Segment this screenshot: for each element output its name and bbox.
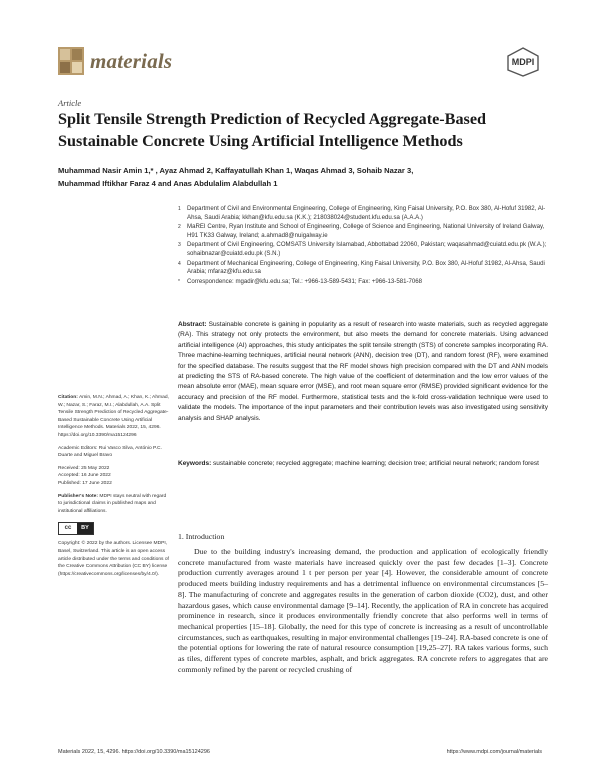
affiliation-number: 2 [178, 224, 181, 231]
affiliation-item [178, 241, 548, 258]
authors-line-1: Muhammad Nasir Amin 1,* , Ayaz Ahmad 2, Kaffayatullah Khan 1, Waqas Ahmad 3, Sohaib Nazar 3, [58, 166, 414, 175]
citation [58, 394, 170, 440]
journal-logo [58, 47, 172, 75]
affiliation-number: * [178, 278, 180, 285]
dates [58, 465, 170, 488]
cc-icon: cc [59, 523, 77, 534]
accepted-date: Accepted: 16 June 2022 [58, 473, 111, 479]
abstract-text: Sustainable concrete is gaining in popularity as a result of research into waste materials, such as recycled aggregate (RA). This strategy not only protects the environment, but also meets the demand for concrete materials. Using advanced artificial intelligence (AI) approaches, this study anticipates the split tensile strength (STS) of concrete samples incorporating RA. Three machine-learning techniques, artificial neural network (ANN), decision tree (DT), and random forest (RF), were examined for the specified database. The results suggest that the RF model shows high precision compared with the DT and ANN models at predicting the STS of RA-based concrete. The high value of the coefficient of determination and the low error values of the mean absolute error (MAE), mean square error (MSE), and root mean square error (RMSE) provided significant evidence for the accuracy and precision of the RF model. Furthermore, statistical tests and the k-fold cross-validation technique were used to validate the models. The importance of the input parameters and their contribution levels was also investigated using sensitivity analysis and SHAP analysis. [178, 321, 549, 422]
citation-label: Citation: [58, 395, 78, 400]
author-list [58, 165, 548, 190]
correspondence-item [178, 278, 548, 287]
affiliation-number: 1 [178, 206, 181, 212]
copyright: Copyright: © 2022 by the authors. Licensee MDPI, Basel, Switzerland. This article is an open access article distributed under the terms and conditions of the Creative Commons Attribution (CC BY) license (https://creativecommons.org/licenses/by/4.0/). [58, 541, 169, 577]
affiliation-item [178, 205, 548, 222]
abstract [178, 320, 548, 424]
article-title: Split Tensile Strength Prediction of Recycled Aggregate-Based Sustainable Concrete Using Artificial Intelligence Methods [58, 110, 487, 150]
editors-label: Academic Editors: [58, 445, 98, 451]
publisher-note-text: MDPI stays neutral with regard to jurisdictional claims in published maps and institutional affiliations. [58, 493, 167, 514]
sidebar [58, 394, 170, 583]
academic-editors [58, 445, 170, 460]
publisher-logo [506, 47, 540, 67]
affiliation-text: MaREI Centre, Ryan Institute and School of Engineering, College of Science and Engineering, National University of Ireland Galway, H91 TK33 Galway, Ireland; a.ahmad8@nuigalway.ie [187, 223, 545, 239]
affiliation-text: Department of Civil Engineering, COMSATS University Islamabad, Abbottabad 22060, Pakistan; waqasahmad@cuiatd.edu.pk (W.A.); sohaibnazar@cuiatd.edu.pk (S.N.) [187, 241, 547, 257]
affiliation-text: Department of Civil and Environmental Engineering, College of Engineering, King Faisal University, P.O. Box 380, Al-Hofuf 31982, Al-Ahsa, Saudi Arabia; kkhan@kfu.edu.sa (K.K.); 218038024@student.kfu.edu.sa (A.A.A.) [187, 205, 546, 221]
correspondence-text: Correspondence: mgadir@kfu.edu.sa; Tel.: +966-13-589-5431; Fax: +966-13-581-7068 [187, 277, 423, 285]
introduction-text: Due to the building industry's increasing demand, the production and application of ecologically friendly concrete manufactured from waste materials have increased quickly over the past few decades [1–3]. Concrete production currently averages around 1 t per person per year [4]. However, the considerable amount of concrete produced meets building industry requirements and has a detrimental influence on environmental circumstances [5–8]. The manufacturing of concrete and aggregates results in the generation of carbon dioxide (CO2), dust, and other hazardous gases, which cause environmental damage [9–14]. Recently, the application of RA in concrete has acquired prominence in research, since it produces environmentally friendly concrete that also performs well in terms of mechanical properties [15–18]. Globally, the need for this type of concrete is increasing as a result of uncontrollable circumstances, such as earthquakes, resulting in major environmental challenges [19–24]. RA-based concrete is one of the potential options for lowering the rate of natural resource consumption [19,25–27]. RA takes various forms, such as tiles, different types of concrete marbles, asphalt, and brick aggregates. RA concrete refers to aggregates that are commonly refined by the parent or recycled crushing of [178, 547, 549, 674]
published-date: Published: 17 June 2022 [58, 480, 112, 486]
affiliations [178, 205, 548, 286]
section-heading: 1. Introduction [178, 532, 225, 541]
abstract-label: Abstract: [178, 321, 207, 328]
publisher-note [58, 493, 170, 516]
publisher-note-label: Publisher's Note: [58, 493, 99, 499]
received-date: Received: 25 May 2022 [58, 465, 110, 471]
article-type: Article [58, 98, 82, 108]
materials-logo-icon [58, 47, 84, 75]
editors-text: Rui Vasco Silva, António P.C. Duarte and Miguel Bravo [58, 445, 162, 459]
affiliation-item [178, 223, 548, 240]
affiliation-item [178, 260, 548, 277]
affiliation-text: Department of Mechanical Engineering, College of Engineering, King Faisal University, P.O. Box 380, Al-Hofuf 31982, Al-Ahsa, Saudi Arabia; mfaraz@kfu.edu.sa [187, 259, 545, 276]
by-icon: BY [77, 523, 93, 534]
cc-license-badge[interactable] [58, 522, 94, 535]
publisher-name: MDPI [511, 57, 535, 67]
keywords-text: sustainable concrete; recycled aggregate; machine learning; decision tree; artificial neural network; random forest [213, 460, 539, 467]
citation-text: Amin, M.N.; Ahmad, A.; Khan, K.; Ahmad, W.; Nazar, S.; Faraz, M.I.; Alabdullah, A.A. Split Tensile Strength Prediction of Recycled Aggregate-Based Sustainable Concrete Using Artificial Intelligence Methods. Materials 2022, 15, 4296. https://doi.org/10.3390/ma15124296 [58, 395, 169, 438]
affiliation-number: 4 [178, 260, 181, 267]
authors-line-2: Muhammad Iftikhar Faraz 4 and Anas Abdulalim Alabdullah 1 [58, 178, 278, 188]
keywords [178, 459, 548, 469]
keywords-label: Keywords: [178, 460, 212, 467]
footer-citation: Materials 2022, 15, 4296. https://doi.org/10.3390/ma15124296 [58, 749, 210, 755]
journal-name: materials [90, 48, 173, 73]
affiliation-number: 3 [178, 242, 181, 249]
footer-url[interactable]: https://www.mdpi.com/journal/materials [446, 749, 542, 755]
